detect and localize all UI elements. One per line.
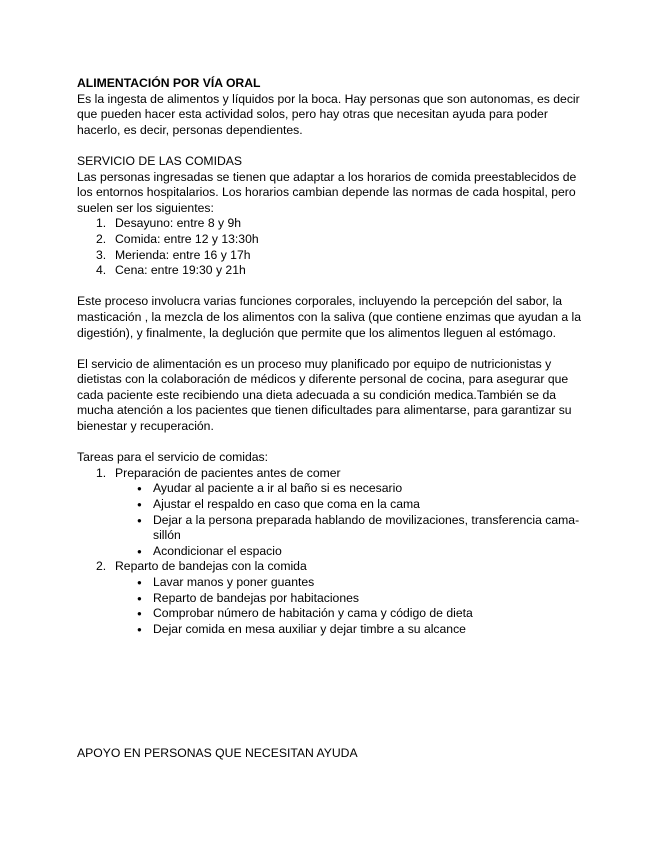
schedule-item: Merienda: entre 16 y 17h [115, 247, 251, 262]
section-body-alimentacion: Es la ingesta de alimentos y líquidos por la boca. Hay personas que son autonomas, es decir que pueden hacer esta actividad solos, pero hay otras que necesitan ayuda para poder hacerlo, es decir, personas dependientes. [77, 91, 580, 137]
schedule-item: Comida: entre 12 y 13:30h [115, 231, 259, 246]
section-title-alimentacion: ALIMENTACIÓN POR VÍA ORAL [77, 76, 261, 90]
task-item [77, 559, 585, 637]
schedule-item: Desayuno: entre 8 y 9h [115, 216, 242, 231]
section-title-apoyo: APOYO EN PERSONAS QUE NECESITAN AYUDA [77, 746, 358, 760]
task-label: Reparto de bandejas con la comida [115, 559, 307, 574]
paragraph-servicio: El servicio de alimentación es un proceso muy planificado por equipo de nutricionistas y dietistas con la colaboración de médicos y diferente personal de cocina, para asegurar que cada paciente este recibiendo una dieta adecuada a su condición medica.También se da mucha atención a los pacientes que tienen dificultades para alimentarse, para garantizar su bienestar y recuperación. [77, 356, 572, 434]
section-title-servicio: SERVICIO DE LAS COMIDAS [77, 153, 243, 168]
task-subitems [115, 481, 585, 559]
spacer [77, 279, 585, 295]
task-subitem: ● Dejar comida en mesa auxiliar y dejar timbre a su alcance [115, 622, 585, 638]
spacer [77, 138, 585, 154]
servicio-intro: Las personas ingresadas se tienen que adaptar a los horarios de comida preestablecidos de los entornos hospitalarios. Los horarios cambian depende las normas de cada hospital, pero suelen ser los siguientes: [77, 169, 577, 215]
schedule-list [77, 216, 585, 278]
task-subitems [115, 575, 585, 637]
task-label: Preparación de pacientes antes de comer [115, 465, 341, 480]
task-subitem: ● Comprobar número de habitación y cama y código de dieta [115, 606, 585, 622]
task-subitem: ● Dejar a la persona preparada hablando de movilizaciones, transferencia cama-sillón [115, 513, 585, 544]
paragraph-proceso: Este proceso involucra varias funciones corporales, incluyendo la percepción del sabor, la masticación , la mezcla de los alimentos con la saliva (que contiene enzimas que ayudan a la digestión), y finalmente, la deglución que permite que los alimentos lleguen al estómago. [77, 294, 582, 340]
document-page [77, 76, 585, 637]
spacer [77, 341, 585, 357]
spacer [77, 435, 585, 451]
task-subitem: ● Ajustar el respaldo en caso que coma en la cama [115, 497, 585, 513]
task-subitem: ● Lavar manos y poner guantes [115, 575, 585, 591]
task-item [77, 466, 585, 560]
task-subitem: ● Ayudar al paciente a ir al baño si es necesario [115, 481, 585, 497]
tasks-list [77, 466, 585, 638]
task-subitem: ● Reparto de bandejas por habitaciones [115, 591, 585, 607]
schedule-item: Cena: entre 19:30 y 21h [115, 263, 246, 278]
task-subitem: ● Acondicionar el espacio [115, 544, 585, 560]
tasks-title: Tareas para el servicio de comidas: [77, 450, 269, 465]
